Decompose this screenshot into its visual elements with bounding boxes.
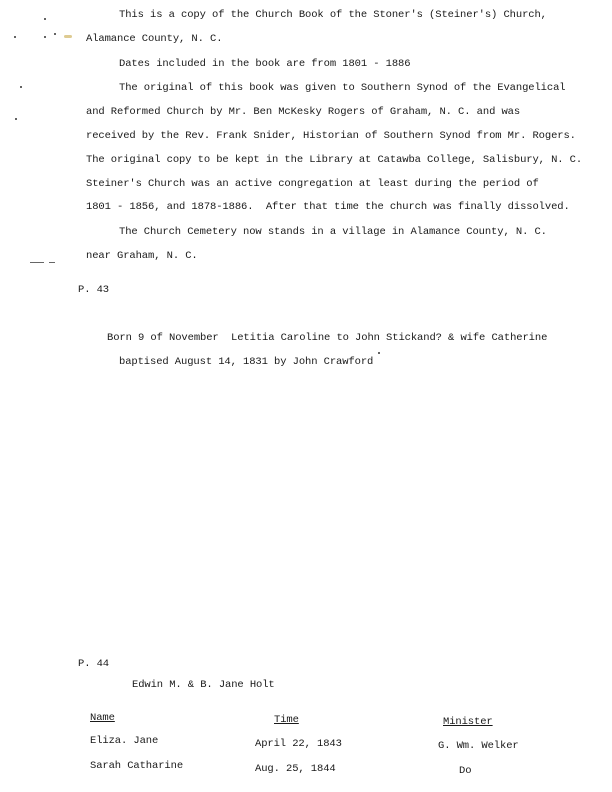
scan-speck: [44, 36, 46, 38]
intro-line-6: received by the Rev. Frank Snider, Historian of Southern Synod from Mr. Rogers.: [86, 130, 576, 142]
page-43-entry-line-2: baptised August 14, 1831 by John Crawford: [119, 356, 374, 368]
table-row-1-name: Eliza. Jane: [90, 735, 159, 747]
intro-line-1: This is a copy of the Church Book of the Stoner's (Steiner's) Church,: [119, 9, 547, 21]
scan-dash: [49, 262, 55, 263]
column-header-time: Time: [274, 714, 299, 726]
table-row-2-time: Aug. 25, 1844: [255, 763, 336, 775]
table-row-2-minister: Do: [459, 765, 472, 777]
scan-speck: [14, 36, 16, 38]
table-row-2-name: Sarah Catharine: [90, 760, 184, 772]
page-44-parents: Edwin M. & B. Jane Holt: [132, 679, 275, 691]
scan-speck: [20, 86, 22, 88]
scan-dash: [30, 262, 44, 263]
intro-line-3: Dates included in the book are from 1801 - 1886: [119, 58, 411, 70]
scan-stain: [64, 35, 72, 38]
intro-line-11: near Graham, N. C.: [86, 250, 198, 262]
page-43-label: P. 43: [78, 284, 110, 296]
intro-line-10: The Church Cemetery now stands in a village in Alamance County, N. C.: [119, 226, 547, 238]
intro-line-5: and Reformed Church by Mr. Ben McKesky Rogers of Graham, N. C. and was: [86, 106, 521, 118]
scan-speck: [44, 18, 46, 20]
column-header-name: Name: [90, 712, 115, 724]
scan-speck: [54, 33, 56, 35]
table-row-1-time: April 22, 1843: [255, 738, 342, 750]
page-43-entry-line-1: Born 9 of November Letitia Caroline to John Stickand? & wife Catherine: [107, 332, 548, 344]
scan-speck: [378, 352, 380, 354]
scan-speck: [15, 118, 17, 120]
intro-line-8: Steiner's Church was an active congregation at least during the period of: [86, 178, 539, 190]
table-row-1-minister: G. Wm. Welker: [438, 740, 519, 752]
intro-line-9: 1801 - 1856, and 1878-1886. After that time the church was finally dissolved.: [86, 201, 570, 213]
intro-line-7: The original copy to be kept in the Library at Catawba College, Salisbury, N. C.: [86, 154, 583, 166]
page-44-label: P. 44: [78, 658, 110, 670]
column-header-minister: Minister: [443, 716, 493, 728]
intro-line-4: The original of this book was given to Southern Synod of the Evangelical: [119, 82, 566, 94]
intro-line-2: Alamance County, N. C.: [86, 33, 223, 45]
